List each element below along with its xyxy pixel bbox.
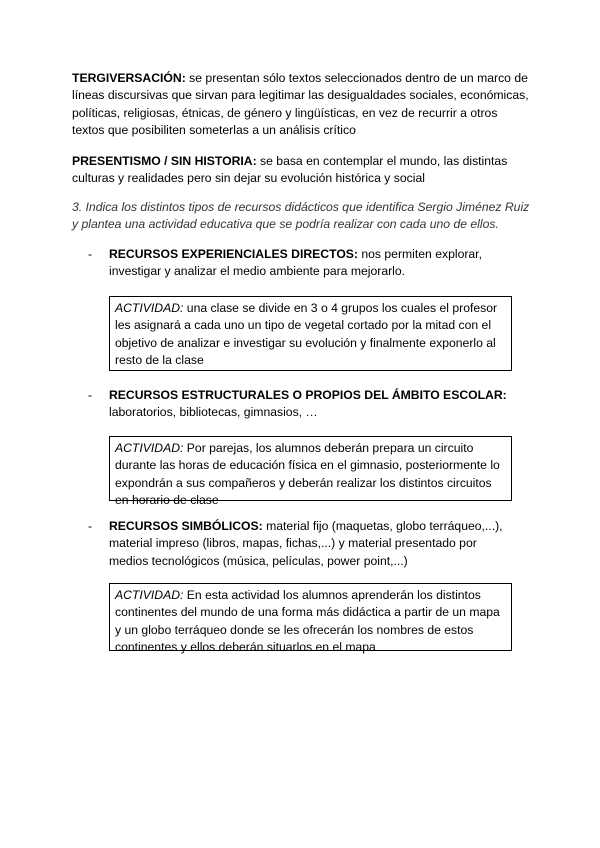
activity-text: En esta actividad los alumnos aprenderán los distintos continentes del mundo de una forma más didáctica a partir de un mapa y un globo terráqueo donde se les ofrecerán los nombres de estos continentes y ellos deberán situarlos en el mapa (115, 588, 500, 655)
tergiversacion-paragraph (72, 70, 532, 140)
bullet-dash: - (88, 519, 93, 533)
bullet-dash: - (88, 388, 93, 402)
list-item-term: RECURSOS SIMBÓLICOS: (109, 519, 263, 533)
list-item-text (109, 246, 519, 281)
activity-text: una clase se divide en 3 o 4 grupos los cuales el profesor les asignará a cada uno un tipo de vegetal cortado por la mitad con el objetivo de analizar e investigar su evolución y finalmente exponerlo al resto de la clase (115, 301, 498, 368)
activity-text: Por parejas, los alumnos deberán prepara un circuito durante las horas de educación física en el gimnasio, posteriormente lo expondrán a sus compañeros y deberán realizar los distintos circuitos en horario de clase (115, 441, 500, 508)
activity-box (109, 296, 512, 371)
tergiversacion-text: se presentan sólo textos seleccionados dentro de un marco de líneas discursivas que sirvan para legitimar las desigualdades sociales, económicas, políticas, religiosas, étnicas, de género y lingüísticas, en vez de recurrir a otros textos que posibiliten someterlas a un análisis crítico (72, 71, 529, 138)
activity-box (109, 583, 512, 655)
presentismo-text: se basa en contemplar el mundo, las distintas culturas y realidades pero sin dejar su evolución histórica y social (72, 154, 508, 186)
list-item-term: RECURSOS ESTRUCTURALES O PROPIOS DEL ÁMBITO ESCOLAR: (109, 388, 507, 402)
presentismo-term: PRESENTISMO / SIN HISTORIA: (72, 154, 257, 168)
bullet-dash: - (88, 247, 93, 261)
list-item-description: laboratorios, bibliotecas, gimnasios, … (109, 405, 318, 420)
activity-label: ACTIVIDAD: (115, 301, 184, 315)
list-item-description: material fijo (maquetas, globo terráqueo,...), material impreso (libros, mapas, fichas,...) y material presentado por medios tecnológicos (música, películas, power point,...) (109, 519, 503, 568)
tergiversacion-term: TERGIVERSACIÓN: (72, 71, 186, 85)
list-item-term: RECURSOS EXPERIENCIALES DIRECTOS: (109, 247, 358, 261)
list-item-text (109, 518, 519, 570)
activity-label: ACTIVIDAD: (115, 441, 184, 455)
list-item-text (109, 387, 519, 422)
activity-label: ACTIVIDAD: (115, 588, 184, 602)
presentismo-paragraph (72, 153, 532, 188)
question-paragraph: 3. Indica los distintos tipos de recursos didácticos que identifica Sergio Jiménez Ruiz y plantea una actividad educativa que se podría realizar con cada uno de ellos. (72, 200, 530, 232)
activity-box (109, 436, 512, 508)
list-item-description: nos permiten explorar, investigar y analizar el medio ambiente para mejorarlo. (109, 247, 482, 279)
